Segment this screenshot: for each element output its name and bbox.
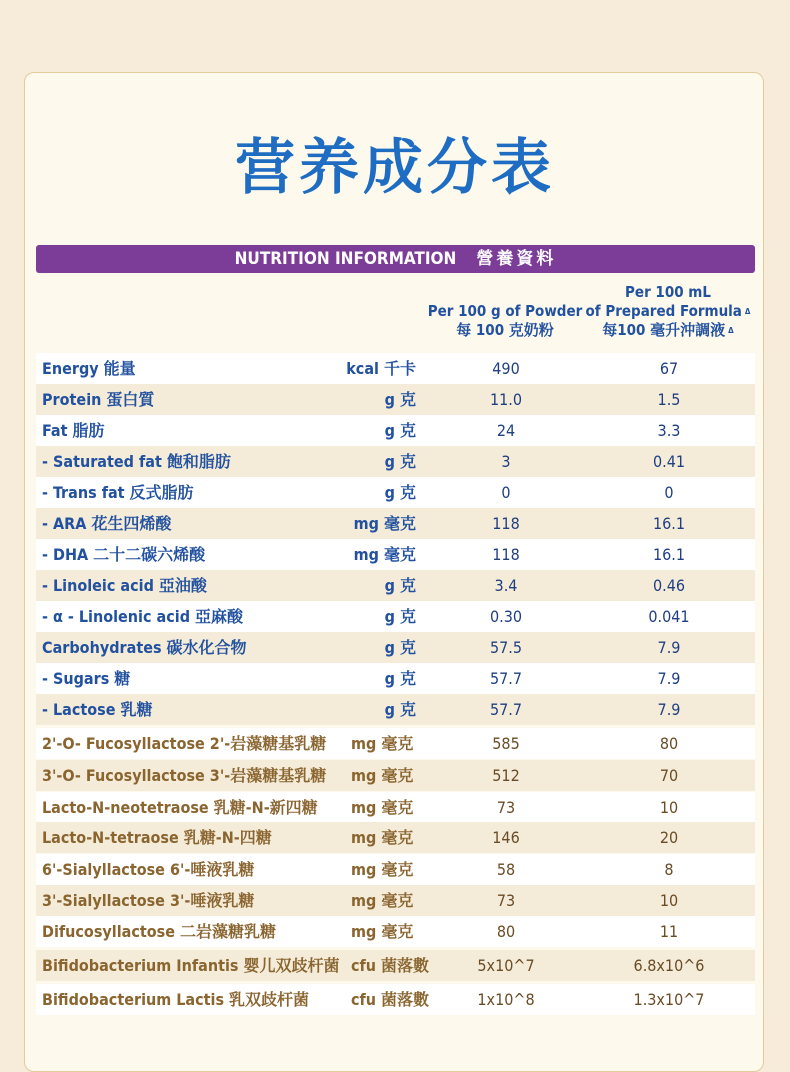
value-per-100g: 3.4: [494, 576, 518, 595]
table-row: [36, 663, 755, 694]
table-row: [36, 822, 755, 853]
value-per-100g: 80: [496, 922, 516, 941]
column-header-prepared-en-1: Per 100 mL: [625, 283, 711, 301]
value-per-100ml: 67: [659, 359, 679, 378]
value-per-100ml: 1.5: [657, 390, 681, 409]
delta-mark: Δ: [728, 326, 734, 335]
nutrient-unit: mg 毫克: [351, 734, 414, 753]
table-row: [36, 477, 755, 508]
table-row: [36, 601, 755, 632]
nutrient-unit: cfu 菌落數: [351, 990, 430, 1009]
value-per-100ml: 8: [664, 860, 674, 879]
nutrient-name: - Lactose 乳糖: [42, 700, 153, 719]
table-row: [36, 760, 755, 791]
column-header-powder-zh: 每 100 克奶粉: [456, 321, 554, 339]
value-per-100ml: 80: [659, 734, 679, 753]
table-row: [36, 916, 755, 947]
banner-chinese: 營養資料: [476, 249, 557, 269]
delta-mark: Δ: [744, 307, 751, 316]
nutrient-name: 6'-Sialyllactose 6'-唾液乳糖: [42, 860, 255, 879]
nutrient-name: - Saturated fat 飽和脂肪: [42, 452, 231, 471]
value-per-100ml: 70: [659, 766, 679, 785]
nutrient-name: Protein 蛋白質: [42, 390, 155, 409]
value-per-100ml: 20: [659, 828, 679, 847]
nutrient-unit: mg 毫克: [351, 891, 414, 910]
nutrient-name: Energy 能量: [42, 359, 136, 378]
nutrient-name: - Sugars 糖: [42, 669, 131, 688]
table-row: [36, 353, 755, 384]
nutrient-name: - α - Linolenic acid 亞麻酸: [42, 607, 244, 626]
value-per-100ml: 16.1: [652, 545, 686, 564]
value-per-100g: 5x10^7: [477, 956, 535, 975]
nutrient-name: - Trans fat 反式脂肪: [42, 483, 194, 502]
nutrient-name: Difucosyllactose 二岩藻糖乳糖: [42, 922, 276, 941]
value-per-100g: 57.7: [489, 669, 523, 688]
value-per-100ml: 11: [659, 922, 679, 941]
nutrient-unit: g 克: [384, 421, 416, 440]
value-per-100ml: 0.041: [648, 607, 690, 626]
nutrient-name: - DHA 二十二碳六烯酸: [42, 545, 206, 564]
nutrient-unit: g 克: [384, 607, 416, 626]
value-per-100g: 512: [492, 766, 520, 785]
value-per-100g: 73: [496, 891, 516, 910]
value-per-100g: 0: [501, 483, 511, 502]
nutrient-name: 2'-O- Fucosyllactose 2'-岩藻糖基乳糖: [42, 734, 327, 753]
column-header-prepared-en-2-wrap: [582, 302, 754, 321]
table-row: [36, 854, 755, 885]
nutrient-unit: g 克: [384, 700, 416, 719]
nutrient-name: - ARA 花生四烯酸: [42, 514, 172, 533]
nutrient-unit: mg 毫克: [353, 545, 416, 564]
nutrient-name: 3'-O- Fucosyllactose 3'-岩藻糖基乳糖: [42, 766, 327, 785]
nutrient-name: Carbohydrates 碳水化合物: [42, 638, 247, 657]
value-per-100ml: 0.41: [652, 452, 686, 471]
column-header-prepared-zh: 每100 毫升沖調液: [602, 321, 726, 339]
table-row: [36, 728, 755, 759]
column-header-powder-en: Per 100 g of Powder: [427, 302, 583, 320]
nutrient-name: - Linoleic acid 亞油酸: [42, 576, 207, 595]
nutrient-unit: g 克: [384, 669, 416, 688]
table-row: [36, 384, 755, 415]
nutrient-unit: g 克: [384, 576, 416, 595]
nutrition-banner: [36, 245, 755, 273]
nutrient-unit: mg 毫克: [353, 514, 416, 533]
value-per-100g: 73: [496, 798, 516, 817]
table-row: [36, 508, 755, 539]
table-row: [36, 446, 755, 477]
value-per-100g: 490: [492, 359, 520, 378]
nutrient-unit: mg 毫克: [351, 828, 414, 847]
value-per-100g: 57.5: [489, 638, 523, 657]
value-per-100ml: 7.9: [657, 638, 681, 657]
nutrient-unit: mg 毫克: [351, 922, 414, 941]
nutrient-name: Bifidobacterium Infantis 婴儿双歧杆菌: [42, 956, 340, 975]
value-per-100ml: 0.46: [652, 576, 686, 595]
value-per-100ml: 0: [664, 483, 674, 502]
value-per-100g: 118: [492, 514, 520, 533]
table-row: [36, 539, 755, 570]
table-row: [36, 632, 755, 663]
value-per-100ml: 16.1: [652, 514, 686, 533]
table-row: [36, 570, 755, 601]
table-row: [36, 885, 755, 916]
nutrient-unit: mg 毫克: [351, 766, 414, 785]
table-row: [36, 694, 755, 725]
nutrient-unit: mg 毫克: [351, 798, 414, 817]
table-row: [36, 984, 755, 1015]
nutrient-unit: cfu 菌落數: [351, 956, 430, 975]
value-per-100g: 24: [496, 421, 516, 440]
value-per-100g: 585: [492, 734, 520, 753]
column-header-powder: [420, 302, 590, 340]
value-per-100g: 3: [501, 452, 511, 471]
value-per-100g: 118: [492, 545, 520, 564]
nutrient-name: Lacto-N-neotetraose 乳糖-N-新四糖: [42, 798, 318, 817]
nutrient-unit: kcal 千卡: [346, 359, 416, 378]
value-per-100g: 146: [492, 828, 520, 847]
nutrient-unit: g 克: [384, 390, 416, 409]
column-header-prepared-en-2: of Prepared Formula: [585, 302, 742, 320]
banner-english: NUTRITION INFORMATION: [234, 249, 457, 269]
value-per-100ml: 6.8x10^6: [633, 956, 705, 975]
nutrient-unit: g 克: [384, 638, 416, 657]
table-row: [36, 950, 755, 981]
nutrient-name: Bifidobacterium Lactis 乳双歧杆菌: [42, 990, 310, 1009]
value-per-100ml: 7.9: [657, 700, 681, 719]
value-per-100g: 58: [496, 860, 516, 879]
page-title: 营养成分表: [235, 133, 555, 203]
table-row: [36, 415, 755, 446]
value-per-100g: 1x10^8: [477, 990, 535, 1009]
nutrient-unit: g 克: [384, 483, 416, 502]
value-per-100ml: 1.3x10^7: [633, 990, 705, 1009]
nutrient-name: Lacto-N-tetraose 乳糖-N-四糖: [42, 828, 272, 847]
value-per-100ml: 10: [659, 798, 679, 817]
nutrient-name: 3'-Sialyllactose 3'-唾液乳糖: [42, 891, 255, 910]
value-per-100ml: 3.3: [657, 421, 681, 440]
column-header-prepared: [582, 283, 754, 340]
value-per-100g: 57.7: [489, 700, 523, 719]
value-per-100ml: 7.9: [657, 669, 681, 688]
value-per-100g: 0.30: [489, 607, 523, 626]
table-row: [36, 792, 755, 823]
column-header-prepared-zh-wrap: [582, 321, 754, 340]
value-per-100g: 11.0: [489, 390, 523, 409]
nutrient-unit: mg 毫克: [351, 860, 414, 879]
nutrient-name: Fat 脂肪: [42, 421, 105, 440]
value-per-100ml: 10: [659, 891, 679, 910]
nutrient-unit: g 克: [384, 452, 416, 471]
